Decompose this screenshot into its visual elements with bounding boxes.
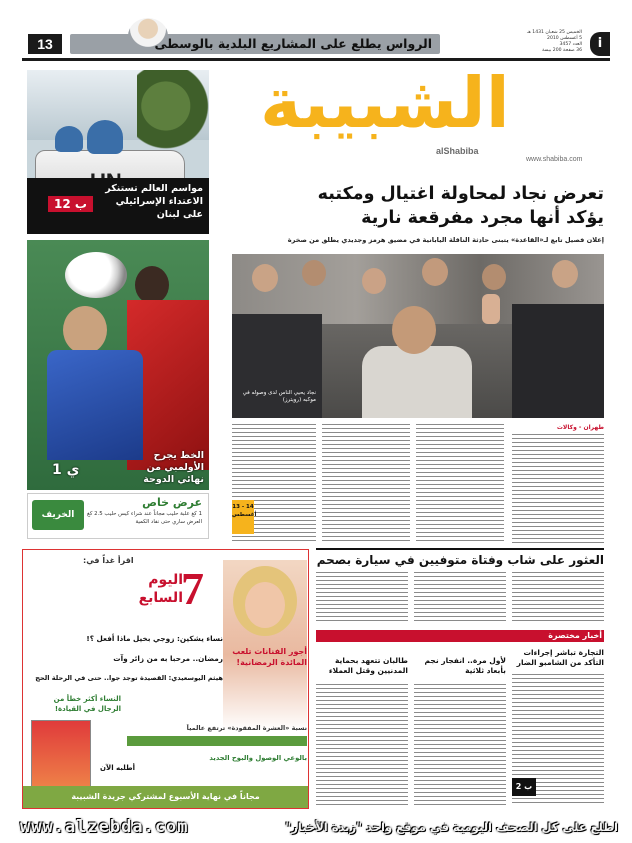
page-number-left-badge: 13 xyxy=(28,34,62,54)
promo-header: اقرأ غداً في: xyxy=(83,556,134,565)
cover-headline: أجور الفنانات تلعب المائدة الرمضانية! xyxy=(232,647,307,667)
promo-cta[interactable]: أطلبه الآن xyxy=(100,764,135,772)
crowd-head-6 xyxy=(552,260,578,288)
president-head xyxy=(392,306,436,354)
cover-model-face xyxy=(245,582,285,628)
blue-player-head xyxy=(63,306,107,354)
promo-item-2: رمضان.. مرحبا به من زائر وآت xyxy=(113,654,223,663)
top-strip-teaser-box[interactable] xyxy=(70,34,440,54)
brief-3-title[interactable]: طالبان تتعهد بحماية المدنيين وقتل العملاء xyxy=(328,656,408,675)
weekend-magazine-promo[interactable] xyxy=(22,549,309,809)
crowd-head-1 xyxy=(252,264,278,292)
briefs-header: أخبار مختصرة xyxy=(548,631,602,640)
milk-offer-ad[interactable] xyxy=(27,493,209,539)
brief-page-badge: 2 ب xyxy=(512,778,536,796)
brief-2-title[interactable]: لأول مرة.. انفجار نجم بأبعاد ثلاثية xyxy=(424,656,506,675)
second-story-rule xyxy=(316,548,604,550)
promo-logo-number: 7 xyxy=(181,563,204,614)
promo-footer: مجاناً في نهاية الأسبوع لمشتركي جريدة الشبيبة xyxy=(23,786,308,808)
promo-item-1: نساء يشكين: زوجي بخيل ماذا أفعل ؟! xyxy=(86,634,223,643)
main-body-kicker: طهران - وكالات xyxy=(556,424,604,431)
suit-figure-right xyxy=(512,304,604,418)
main-subhead: إعلان فصيل تابع لـ«القاعدة» يتبنى حادثة الناقلة اليابانية في مضيق هرمز وجديدي يطلق من صخرة xyxy=(287,236,604,244)
promo-logo-word1: اليوم xyxy=(148,572,183,588)
promo-sub-headline: نسبة «العشرة المفقودة» ترتفع عالمياً xyxy=(186,724,307,732)
footer-website[interactable]: www.alzebda.com xyxy=(20,817,189,837)
offer-text: 1 كغ علبة حليب مجاناً عند شراء كيس حليب 2.5 كغ العرض ساري حتى نفاد الكمية xyxy=(86,511,202,525)
top-strip xyxy=(22,32,610,56)
offer-brand-logo: الخريف xyxy=(32,500,84,530)
brief-1-title[interactable]: التجارة تباشر إجراءات التأكد من الشامبو الضار xyxy=(516,648,604,667)
soldier-helmet xyxy=(87,120,123,154)
masthead-logo-ar: الشبيبة xyxy=(260,62,510,144)
red-player-head xyxy=(135,266,169,304)
brief-3-body xyxy=(316,684,408,806)
crowd-head-3 xyxy=(362,268,386,294)
tree-foliage xyxy=(137,70,209,160)
blue-player-jersey xyxy=(47,350,143,460)
crowd-head-2 xyxy=(302,260,326,286)
teaser-headline: الرواس يطلع على المشاريع البلدية بالوسطى xyxy=(154,36,432,51)
promo-quote: النساء أكثر خطأ من الرجال في القيادة! xyxy=(53,695,121,713)
offer-title: عرض خاص xyxy=(142,496,202,509)
main-body-col-2 xyxy=(322,424,410,544)
masthead-url[interactable]: www.shabiba.com xyxy=(526,156,583,163)
footer-banner[interactable] xyxy=(0,813,632,843)
masthead[interactable] xyxy=(250,62,610,172)
promo-logo-word2: السابع xyxy=(138,590,183,606)
main-photo-caption: نجاد يحيي الناس لدى وصوله في موكبه (رويترز) xyxy=(242,390,316,403)
left-top-story-caption: مواسم العالم تستنكر الاعتداء الإسرائيلي على لبنان xyxy=(27,178,209,234)
main-photo[interactable] xyxy=(232,254,604,418)
main-headline-line1: تعرض نجاد لمحاولة اغتيال ومكتبه xyxy=(317,184,604,204)
promo-logo xyxy=(113,563,213,614)
masthead-logo-en: alShabiba xyxy=(436,146,479,156)
crowd-head-5 xyxy=(482,264,506,290)
second-story-col-1 xyxy=(316,572,408,622)
left-sport-caption: الخط يجرح الأولمبي من نهائي الدوحة xyxy=(143,450,204,485)
main-body-col-4 xyxy=(512,434,604,544)
promo-item-3: هيثم اليوسعيدي: القصيدة توجد جوا.. حتى في الرحلة الحج xyxy=(35,674,223,682)
left-sport-page-badge: 1 ي xyxy=(52,462,80,478)
left-top-story-page-badge: 12 ب xyxy=(48,196,93,212)
brief-2-body xyxy=(414,684,506,806)
main-body-col-3 xyxy=(416,424,504,544)
footer-slogan: اطلع على كل الصحف اليومية في موقع واحد "زبدة الأخبار" xyxy=(285,820,618,834)
president-hand xyxy=(482,294,500,324)
president-jacket xyxy=(362,346,472,418)
promo-green-strip xyxy=(127,736,307,746)
page-number-right-badge: i xyxy=(590,32,610,56)
top-strip-rule xyxy=(22,58,610,61)
second-story-col-3 xyxy=(512,572,604,622)
main-headline-line2: يؤكد أنها مجرد مفرقعة نارية xyxy=(361,208,604,228)
football xyxy=(65,252,127,298)
day-badge: 13 - 14 أغسطس xyxy=(232,500,254,534)
second-story-headline[interactable]: العثور على شاب وفتاة متوفيين في سيارة بصحم xyxy=(316,553,604,567)
main-headline[interactable] xyxy=(232,182,604,230)
second-story-col-2 xyxy=(414,572,506,622)
issue-date-block: الخميس 25 شعبان 1431 هـ 5 أغسطس 2010 العدد 3457 36 صفحة 200 بيسة xyxy=(527,30,582,53)
soldier-helmet-2 xyxy=(55,126,83,152)
promo-tagline: بالوعي الوصول والبوح الجديد xyxy=(209,754,307,762)
crowd-head-4 xyxy=(422,258,448,286)
